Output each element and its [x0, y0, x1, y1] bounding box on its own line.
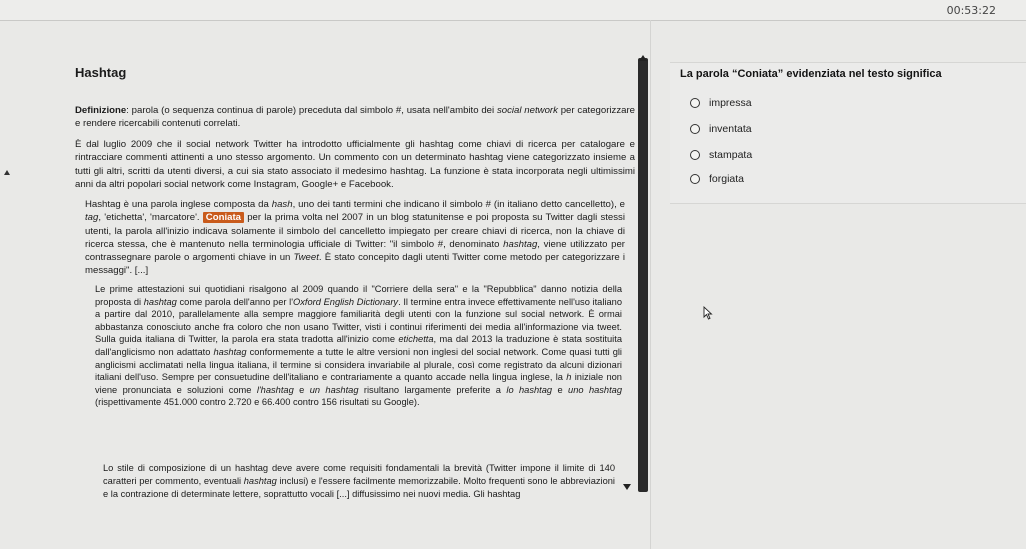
panel-divider [650, 20, 651, 549]
reading-title: Hashtag [75, 65, 127, 80]
option-impressa[interactable]: impressa [690, 97, 752, 109]
radio-icon[interactable] [690, 150, 700, 160]
question-prompt: La parola “Coniata” evidenziata nel testo significa [680, 68, 942, 80]
mouse-cursor-icon [703, 306, 713, 320]
option-inventata[interactable]: inventata [690, 123, 752, 135]
top-bar [0, 0, 1026, 21]
collapse-arrow-icon[interactable] [4, 170, 10, 175]
scroll-down-icon[interactable] [623, 484, 631, 490]
radio-icon[interactable] [690, 174, 700, 184]
scrollbar[interactable] [638, 58, 648, 492]
option-stampata[interactable]: stampata [690, 149, 752, 161]
radio-icon[interactable] [690, 98, 700, 108]
timer: 00:53:22 [946, 4, 996, 17]
scroll-up-icon[interactable] [639, 55, 647, 61]
radio-icon[interactable] [690, 124, 700, 134]
definition-label: Definizione [75, 105, 127, 116]
option-forgiata[interactable]: forgiata [690, 173, 744, 185]
paragraph-2: È dal luglio 2009 che il social network Twitter ha introdotto ufficialmente gli hashtag come chiavi di ricerca per catalogare e rintracciare commenti attinenti a uno stesso argomento. Un commento con un determinato hashtag viene categorizzato insieme a tutti gli altri, scritti da utenti diversi, a cui sia stato associato il medesimo hashtag. La funzione è stata incorporata negli ultimissimi anni da altri popolari social network come Instagram, Google+ e Facebook. [75, 139, 635, 190]
paragraph-5: Lo stile di composizione di un hashtag deve avere come requisiti fondamentali la brevità (Twitter impone il limite di 140 caratteri per commento, eventuali hashtag inclusi) e l'essere facilmente memorizzabile. Molto frequenti sono le abbreviazioni e la contrazione di determinate lettere, soprattutto vocali [...] diffusissimo nei nuovi media. Gli hashtag [103, 463, 615, 499]
highlighted-word: Coniata [203, 212, 244, 223]
paragraph-4: Le prime attestazioni sui quotidiani risalgono al 2009 quando il "Corriere della sera" e la "Repubblica" danno notizia della proposta di hashtag come parola dell'anno per l'Oxford English Dictionary. Il termine entra invece effettivamente nell'uso italiano a partire dal 2010, parallelamente alla sempre maggiore familiarità degli utenti con la funzione sul social network. È ormai abbastanza conosciuto anche fra coloro che non usano Twitter, visti i continui riferimenti dei media all'informazione via tweet. Sulla guida italiana di Twitter, la parola era stata tradotta all'inizio come etichetta, ma dal 2013 la traduzione è stata sostituita dall'anglicismo non adattato hashtag conformemente a tutte le altre versioni non inglesi del social network. Come quasi tutti gli anglicismi acclimatati nella lingua italiana, il termine si considera invariabile al plurale, così come registrato da alcuni dizionari italiani dell'uso. Sempre per consuetudine dell'italiano e contrariamente a quanto accade nella lingua inglese, la h iniziale non viene pronunciata e soluzioni come l'hashtag e un hashtag risultano largamente preferite a lo hashtag e uno hashtag (rispettivamente 451.000 contro 2.720 e 66.400 contro 156 risultati su Google). [95, 284, 623, 408]
definition-paragraph: Definizione: parola (o sequenza continua di parole) preceduta dal simbolo #, usata nell'ambito dei social network per categorizzare e rendere ricercabili contenuti correlati. [75, 105, 635, 130]
paragraph-3: Hashtag è una parola inglese composta da hash, uno dei tanti termini che indicano il simbolo # (in italiano detto cancelletto), e tag, 'etichetta', 'marcatore'. Coniata per la prima volta nel 2007 in un blog statunitense e poi proposta su Twitter dagli stessi utenti, la parola all'inizio indicava solamente il simbolo del cancelletto impiegato per creare chiavi di ricerca, non la chiave di ricerca stessa, che è mantenuto nella terminologia ufficiale di Twitter: "il simbolo #, denominato hashtag, viene utilizzato per contrassegnare parole o argomenti chiave in un Tweet. È stato concepito dagli utenti Twitter come metodo per categorizzare i messaggi". [...] [85, 199, 625, 277]
